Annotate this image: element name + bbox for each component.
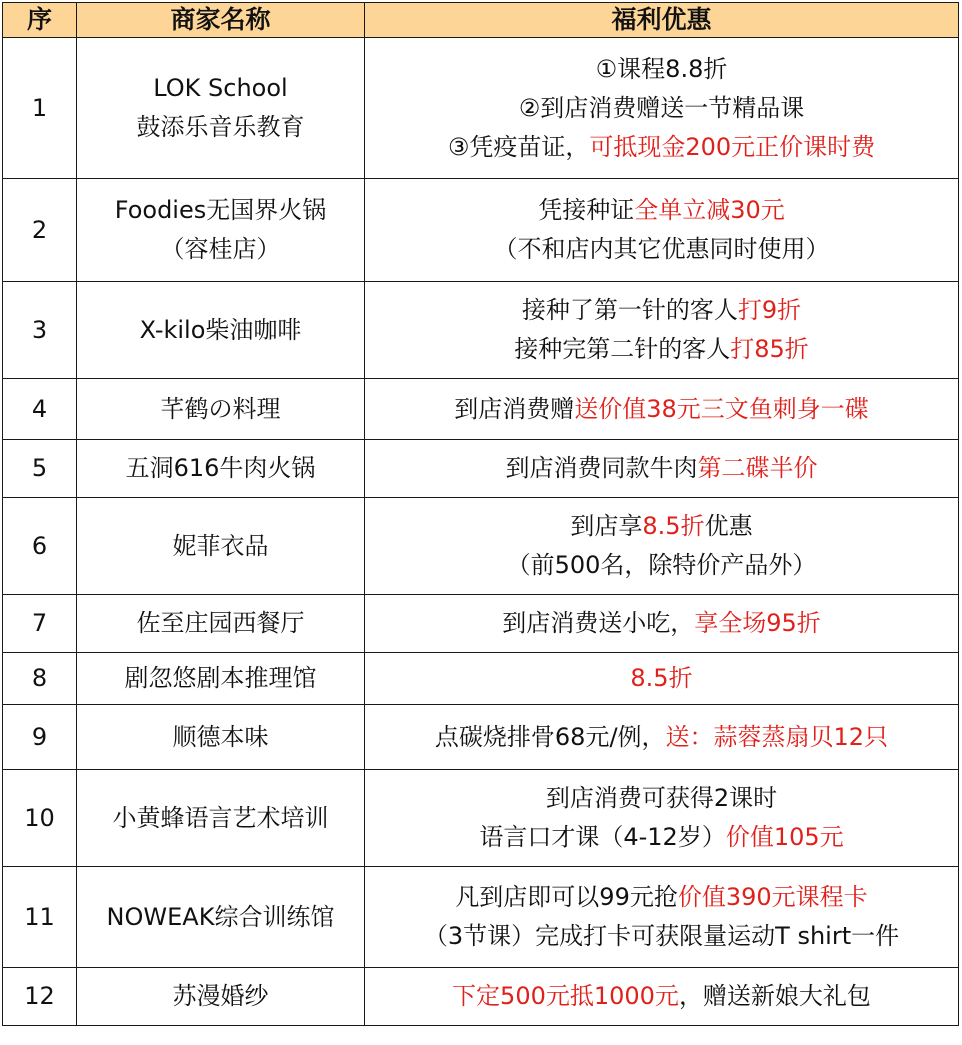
merchant-name-line: LOK School bbox=[153, 74, 288, 102]
merchant-name-line: 妮菲衣品 bbox=[172, 531, 269, 560]
merchant-name-line: 顺德本味 bbox=[172, 722, 269, 751]
row-number: 9 bbox=[3, 705, 77, 770]
merchant-name bbox=[77, 440, 365, 498]
header-merchant: 商家名称 bbox=[77, 3, 365, 38]
benefit-highlight-text: 打9折 bbox=[737, 296, 802, 324]
table-row bbox=[3, 282, 959, 379]
row-number: 10 bbox=[3, 770, 77, 867]
merchant-name-line: 芊鹤の料理 bbox=[160, 394, 281, 423]
header-no: 序 bbox=[3, 3, 77, 38]
benefit-highlight-text: 享全场95折 bbox=[694, 609, 821, 637]
benefit-line bbox=[369, 128, 954, 167]
benefit-line bbox=[369, 917, 954, 956]
table-row bbox=[3, 705, 959, 770]
merchant-name-line: 五洞616牛肉火锅 bbox=[125, 454, 316, 482]
benefit-text: 点碳烧排骨68元/例， bbox=[434, 722, 666, 751]
benefit-text: 到店消费同款牛肉 bbox=[505, 454, 698, 482]
benefit-cell bbox=[365, 379, 959, 440]
benefit-text: ③凭疫苗证， bbox=[447, 132, 590, 161]
benefit-text: 接种了第一针的客人 bbox=[521, 296, 738, 324]
benefit-text: 到店消费赠 bbox=[454, 394, 575, 423]
row-number: 11 bbox=[3, 867, 77, 968]
row-number: 1 bbox=[3, 38, 77, 179]
benefit-highlight-text: 价值390元课程卡 bbox=[677, 883, 868, 911]
merchant-name-line: 佐至庄园西餐厅 bbox=[136, 609, 305, 637]
merchant-name bbox=[77, 770, 365, 867]
merchant-name-line: 苏漫婚纱 bbox=[172, 982, 269, 1010]
benefit-cell bbox=[365, 867, 959, 968]
merchant-name-line: Foodies无国界火锅 bbox=[114, 196, 327, 224]
benefit-line bbox=[369, 546, 954, 585]
benefit-cell bbox=[365, 968, 959, 1026]
row-number: 4 bbox=[3, 379, 77, 440]
row-number: 5 bbox=[3, 440, 77, 498]
merchant-name bbox=[77, 867, 365, 968]
benefit-highlight-text: 下定500元抵1000元 bbox=[452, 982, 679, 1010]
benefit-line bbox=[369, 449, 954, 488]
merchant-name bbox=[77, 282, 365, 379]
benefit-line bbox=[369, 230, 954, 269]
table-row bbox=[3, 770, 959, 867]
benefit-highlight-text: 第二碟半价 bbox=[697, 454, 818, 482]
benefit-highlight-text: 8.5折 bbox=[642, 512, 705, 540]
benefit-line bbox=[369, 779, 954, 818]
benefit-line bbox=[369, 818, 954, 857]
benefit-highlight-text: 8.5折 bbox=[630, 664, 693, 692]
benefit-cell bbox=[365, 38, 959, 179]
table-row bbox=[3, 867, 959, 968]
benefit-highlight-text: 可抵现金200元正价课时费 bbox=[589, 132, 876, 161]
benefit-highlight-text: 送：蒜蓉蒸扇贝12只 bbox=[665, 722, 889, 751]
table-row bbox=[3, 38, 959, 179]
merchant-name-line: 鼓添乐音乐教育 bbox=[136, 113, 305, 141]
benefit-highlight-text: 全单立减30元 bbox=[634, 196, 785, 224]
merchant-name bbox=[77, 38, 365, 179]
table-row bbox=[3, 498, 959, 595]
benefit-line bbox=[369, 659, 954, 698]
benefit-highlight-text: 送价值38元三文鱼刺身一碟 bbox=[574, 394, 869, 423]
merchant-name-line: 剧忽悠剧本推理馆 bbox=[124, 664, 317, 692]
row-number: 8 bbox=[3, 653, 77, 705]
table-row bbox=[3, 440, 959, 498]
benefit-text: 凡到店即可以99元抢 bbox=[455, 883, 678, 911]
row-number: 12 bbox=[3, 968, 77, 1026]
merchant-name bbox=[77, 968, 365, 1026]
benefit-text: 凭接种证 bbox=[538, 196, 635, 224]
table-row bbox=[3, 595, 959, 653]
merchant-name bbox=[77, 179, 365, 282]
merchant-name bbox=[77, 498, 365, 595]
benefit-line bbox=[369, 330, 954, 369]
benefit-text: 语言口才课（4-12岁） bbox=[479, 823, 726, 851]
table-row bbox=[3, 179, 959, 282]
benefit-line bbox=[369, 191, 954, 230]
row-number: 2 bbox=[3, 179, 77, 282]
row-number: 6 bbox=[3, 498, 77, 595]
header-benefit: 福利优惠 bbox=[365, 3, 959, 38]
benefit-highlight-text: 价值105元 bbox=[725, 823, 844, 851]
benefit-cell bbox=[365, 440, 959, 498]
benefit-line bbox=[369, 50, 954, 89]
row-number: 3 bbox=[3, 282, 77, 379]
merchant-name-line: 小黄蜂语言艺术培训 bbox=[112, 803, 329, 832]
benefit-highlight-text: 打85折 bbox=[730, 335, 809, 363]
benefit-line bbox=[369, 390, 954, 429]
benefit-cell bbox=[365, 282, 959, 379]
benefit-cell bbox=[365, 595, 959, 653]
benefit-line bbox=[369, 291, 954, 330]
table-body bbox=[3, 38, 959, 1026]
benefit-cell bbox=[365, 498, 959, 595]
merchant-name-line: （容桂店） bbox=[160, 235, 281, 263]
benefit-text: 接种完第二针的客人 bbox=[514, 335, 731, 363]
table-row bbox=[3, 968, 959, 1026]
benefit-text: 优惠 bbox=[704, 512, 753, 540]
merchant-name-line: NOWEAK综合训练馆 bbox=[106, 902, 335, 931]
benefit-cell bbox=[365, 179, 959, 282]
benefit-text: ②到店消费赠送一节精品课 bbox=[518, 93, 805, 122]
merchant-name bbox=[77, 653, 365, 705]
table-row bbox=[3, 653, 959, 705]
benefit-text: ，赠送新娘大礼包 bbox=[678, 982, 871, 1010]
benefit-line bbox=[369, 977, 954, 1016]
benefit-line bbox=[369, 604, 954, 643]
merchant-name bbox=[77, 379, 365, 440]
row-number: 7 bbox=[3, 595, 77, 653]
benefit-text: ①课程8.8折 bbox=[595, 54, 728, 83]
benefit-text: （不和店内其它优惠同时使用） bbox=[493, 235, 830, 263]
benefit-line bbox=[369, 89, 954, 128]
merchant-name-line: X-kilo柴油咖啡 bbox=[139, 315, 302, 344]
merchant-name bbox=[77, 595, 365, 653]
merchant-name bbox=[77, 705, 365, 770]
benefit-line bbox=[369, 507, 954, 546]
benefits-table bbox=[2, 2, 959, 1026]
table-header bbox=[3, 3, 959, 38]
header-row bbox=[3, 3, 959, 38]
benefit-text: （前500名，除特价产品外） bbox=[506, 551, 817, 579]
benefit-cell bbox=[365, 705, 959, 770]
benefit-cell bbox=[365, 770, 959, 867]
table-row bbox=[3, 379, 959, 440]
benefit-cell bbox=[365, 653, 959, 705]
benefit-text: 到店享 bbox=[570, 512, 643, 540]
benefit-line bbox=[369, 878, 954, 917]
benefit-text: （3节课）完成打卡可获限量运动T shirt一件 bbox=[423, 922, 900, 950]
benefit-text: 到店消费可获得2课时 bbox=[545, 784, 778, 812]
benefit-text: 到店消费送小吃， bbox=[502, 609, 695, 637]
benefit-line bbox=[369, 718, 954, 757]
